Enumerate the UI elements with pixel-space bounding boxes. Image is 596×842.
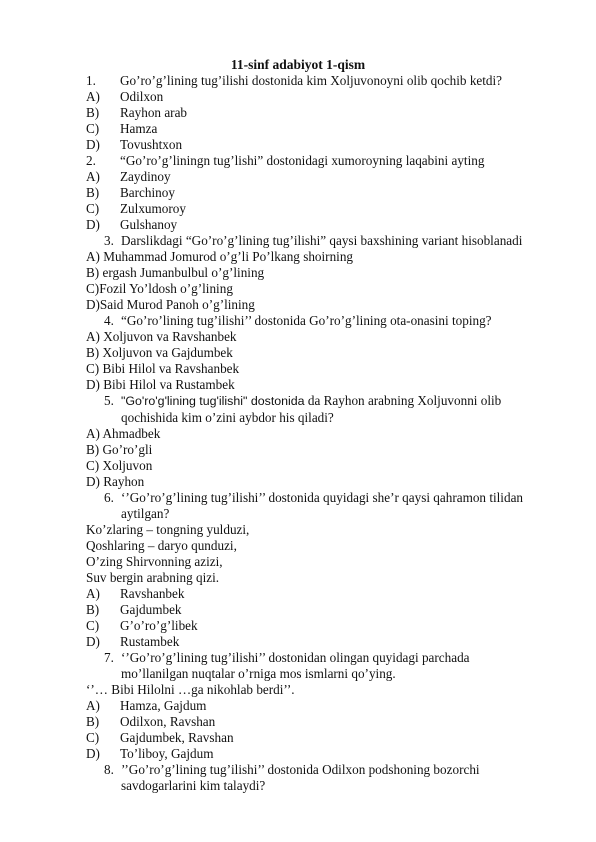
question-number: 6.	[104, 490, 114, 505]
option-key: C)	[86, 618, 100, 633]
question-number: 7.	[104, 650, 114, 665]
option-key: A)	[86, 89, 100, 104]
question-number: 5.	[104, 393, 114, 408]
option-a: A) Xoljuvon va Ravshanbek	[86, 329, 237, 344]
question-text: aytilgan?	[121, 506, 170, 521]
option-b: B) ergash Jumanbulbul o’g’lining	[86, 265, 265, 280]
option-key: C)	[86, 121, 100, 136]
question-number: 1.	[86, 73, 96, 88]
option-d: D) Bibi Hilol va Rustambek	[86, 377, 235, 392]
poem-line: Ko’zlaring – tongning yulduzi,	[86, 522, 250, 537]
question-text: “Go’ro’lining tug’ilishi’’ dostonida Go’ro’g’lining ota-onasini toping?	[121, 313, 492, 328]
question-text: savdogarlarini kim talaydi?	[121, 778, 266, 793]
poem-line: O’zing Shirvonning azizi,	[86, 554, 223, 569]
option-a: A) Ahmadbek	[86, 426, 161, 441]
option-key: A)	[86, 169, 100, 184]
option-text: Hamza, Gajdum	[120, 698, 207, 713]
question-number: 8.	[104, 762, 114, 777]
option-key: B)	[86, 185, 100, 200]
option-text: To’liboy, Gajdum	[120, 746, 214, 761]
question-text: mo’llanilgan nuqtalar o’rniga mos ismlarni qo’ying.	[121, 666, 396, 681]
option-key: D)	[86, 746, 100, 761]
question-number: 3.	[104, 233, 114, 248]
option-key: C)	[86, 201, 100, 216]
question-text: “Go’ro’g’liningn tug’lishi” dostonidagi xumoroyning laqabini ayting	[120, 153, 485, 168]
option-text: Tovushtxon	[120, 137, 183, 152]
question-text: Darslikdagi “Go’ro’g’lining tug’ilishi” qaysi baxshining variant hisoblanadi	[121, 233, 523, 248]
question-text	[121, 393, 501, 409]
quote-line: ‘’… Bibi Hilolni …ga nikohlab berdi’’.	[86, 682, 295, 697]
option-key: B)	[86, 714, 100, 729]
option-text: Odilxon	[120, 89, 164, 104]
option-key: A)	[86, 586, 100, 601]
option-key: A)	[86, 698, 100, 713]
option-text: Gajdumbek	[120, 602, 182, 617]
question-number: 2.	[86, 153, 96, 168]
option-d: D)Said Murod Panoh o’g’lining	[86, 297, 255, 312]
option-text: Gajdumbek, Ravshan	[120, 730, 234, 745]
option-b: B) Go’ro’gli	[86, 442, 153, 457]
option-text: G’o’ro’g’libek	[120, 618, 198, 633]
option-key: B)	[86, 105, 100, 120]
option-text: Rustambek	[120, 634, 180, 649]
option-c: C) Bibi Hilol va Ravshanbek	[86, 361, 240, 376]
question-number: 4.	[104, 313, 114, 328]
option-text: Ravshanbek	[120, 586, 185, 601]
option-b: B) Xoljuvon va Gajdumbek	[86, 345, 233, 360]
option-key: D)	[86, 137, 100, 152]
option-key: C)	[86, 730, 100, 745]
option-text: Zulxumoroy	[120, 201, 186, 216]
option-text: Rayhon arab	[120, 105, 188, 120]
question-text: Go’ro’g’lining tug’ilishi dostonida kim Xoljuvonoyni olib qochib ketdi?	[120, 73, 503, 88]
poem-line: Suv bergin arabning qizi.	[86, 570, 220, 585]
option-c: C)Fozil Yo’ldosh o’g’lining	[86, 281, 233, 296]
option-key: D)	[86, 217, 100, 232]
option-text: Odilxon, Ravshan	[120, 714, 216, 729]
option-text: Gulshanoy	[120, 217, 178, 232]
option-text: Hamza	[120, 121, 158, 136]
option-key: B)	[86, 602, 100, 617]
question-text-serif-part: da Rayhon arabning Xoljuvonni olib	[304, 393, 502, 408]
option-d: D) Rayhon	[86, 474, 145, 489]
question-text: ’’Go’ro’g’lining tug’ilishi’’ dostonida Odilxon podshoning bozorchi	[121, 762, 480, 777]
option-text: Zaydinoy	[120, 169, 171, 184]
option-a: A) Muhammad Jomurod o’g’li Po’lkang shoirning	[86, 249, 354, 264]
document-title: 11-sinf adabiyot 1-qism	[230, 57, 366, 72]
question-text: qochishida kim o’zini aybdor his qiladi?	[121, 410, 334, 425]
option-key: D)	[86, 634, 100, 649]
question-text: ‘’Go’ro’g’lining tug’ilishi’’ dostonidan olingan quyidagi parchada	[121, 650, 470, 665]
option-c: C) Xoljuvon	[86, 458, 153, 473]
poem-line: Qoshlaring – daryo qunduzi,	[86, 538, 237, 553]
question-text: ‘’Go’ro’g’lining tug’ilishi’’ dostonida quyidagi she’r qaysi qahramon tilidan	[121, 490, 524, 505]
option-text: Barchinoy	[120, 185, 175, 200]
question-text-sans-part: "Go'ro'g'lining tug'ilishi" dostonida	[121, 394, 305, 408]
